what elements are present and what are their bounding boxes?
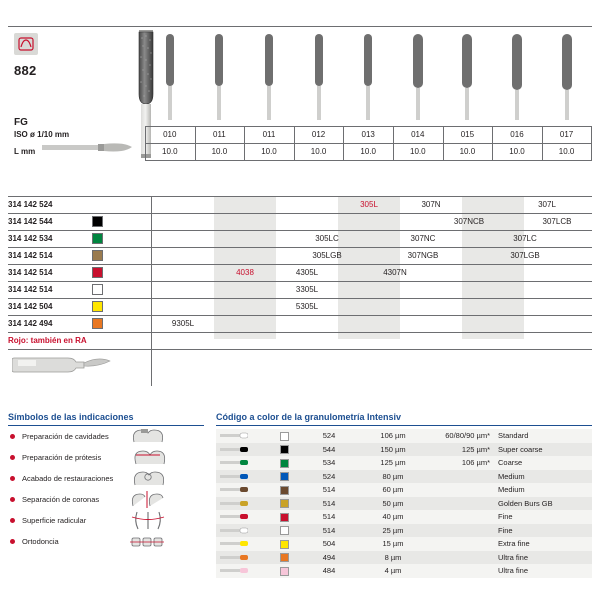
spec-cell: 307LGB <box>510 251 540 260</box>
table-row <box>8 247 592 264</box>
color-swatch <box>280 499 289 508</box>
gran-code: 514 <box>322 525 336 535</box>
spec-cell: 4307N <box>383 268 407 277</box>
legend-title: Símbolos de las indicaciones <box>8 412 134 422</box>
gran-code: 514 <box>322 498 336 508</box>
legend-label: Ortodoncia <box>22 537 59 546</box>
spec-cell: 5305L <box>295 302 319 311</box>
bur-thumb <box>443 26 493 126</box>
granulometry-table <box>216 429 592 578</box>
gran-code: 494 <box>322 552 336 562</box>
bur-stripe-icon <box>220 554 248 561</box>
gran-desc: Medium <box>498 471 525 481</box>
iso-value: 011 <box>262 130 276 139</box>
spec-cell: 305LGB <box>312 251 342 260</box>
length-value: 10.0 <box>162 147 178 156</box>
bullet-icon <box>10 434 15 439</box>
bur-stripe-icon <box>220 473 248 480</box>
gran-micron: 60 µm <box>382 485 404 494</box>
bur-shape-icon <box>14 33 38 55</box>
bullet-icon <box>10 497 15 502</box>
gran-micron: 4 µm <box>384 566 402 575</box>
color-swatch <box>92 250 103 261</box>
gran-micron: 125 µm <box>380 458 406 467</box>
gran-micron: 150 µm <box>380 444 406 454</box>
table-row <box>216 429 592 443</box>
ref-code: 314 142 514 <box>8 251 53 260</box>
granulometry-divider <box>216 425 592 426</box>
iso-value: 016 <box>510 130 524 139</box>
spec-cell: 307NGB <box>407 251 439 260</box>
bullet-icon <box>10 539 15 544</box>
gran-alt: 106 µm* <box>461 458 490 467</box>
bur-stripe-icon <box>220 540 248 547</box>
color-swatch <box>92 267 103 278</box>
spec-cell: 9305L <box>171 319 195 328</box>
gran-code: 534 <box>322 458 336 467</box>
spec-cell <box>462 196 524 213</box>
gran-desc: Coarse <box>498 458 523 467</box>
gran-alt: 60/80/90 µm* <box>445 431 490 440</box>
gran-code: 514 <box>322 485 336 494</box>
handpiece-icon <box>12 348 116 376</box>
list-item <box>8 531 208 552</box>
table-row <box>216 551 592 565</box>
color-swatch <box>280 567 289 576</box>
color-swatch <box>280 472 289 481</box>
length-value: 10.0 <box>459 147 476 156</box>
table-row <box>216 483 592 497</box>
table-row <box>8 264 592 281</box>
iso-value: 012 <box>311 130 326 139</box>
bur-thumb <box>492 26 542 126</box>
bur-stripe-icon <box>220 567 248 574</box>
table-row <box>216 470 592 484</box>
gran-desc: Standard <box>498 431 529 440</box>
gran-code: 514 <box>322 512 336 521</box>
table-row <box>8 298 592 315</box>
spec-cell: 307NC <box>410 234 436 243</box>
reference-table <box>8 196 592 386</box>
gran-code: 484 <box>322 566 336 575</box>
orthodontics-icon <box>128 531 168 560</box>
bur-stripe-icon <box>220 459 248 466</box>
table-row <box>216 564 592 578</box>
length-value: 10.0 <box>410 147 426 156</box>
iso-value: 014 <box>411 130 425 139</box>
gran-code: 504 <box>322 539 336 548</box>
product-code-box <box>8 26 145 196</box>
ref-code: 314 142 514 <box>8 285 53 294</box>
spec-cell <box>276 196 338 213</box>
legend-label: Acabado de restauraciones <box>22 474 114 483</box>
color-swatch <box>280 445 289 454</box>
iso-value: 013 <box>361 130 375 139</box>
gran-desc: Golden Burs GB <box>498 498 553 508</box>
bur-thumb <box>542 26 592 126</box>
spec-cell <box>214 196 276 213</box>
gran-desc: Extra fine <box>498 539 530 548</box>
ra-note: Rojo: también en RA <box>8 336 87 345</box>
legend-label: Preparación de cavidades <box>22 432 109 441</box>
spec-cell: 307N <box>421 200 441 209</box>
page-title: 882 <box>14 63 37 78</box>
gran-desc: Ultra fine <box>498 552 529 562</box>
iso-value: 011 <box>213 130 226 139</box>
bur-thumb <box>393 26 443 126</box>
color-swatch <box>280 553 289 562</box>
gran-desc: Super coarse <box>498 444 543 454</box>
bur-stripe-icon <box>220 513 248 520</box>
gran-micron: 8 µm <box>384 552 402 562</box>
bur-thumb <box>145 26 195 126</box>
ref-code: 314 142 524 <box>8 200 53 209</box>
table-row <box>216 510 592 524</box>
granulometry-title: Código a color de la granulometría Intensiv <box>216 412 402 422</box>
length-value: 10.0 <box>211 147 228 156</box>
gran-desc: Medium <box>498 485 525 494</box>
length-value: 10.0 <box>509 147 525 156</box>
table-row <box>8 196 592 213</box>
color-swatch <box>280 432 289 441</box>
gran-micron: 80 µm <box>382 471 404 481</box>
list-item <box>8 426 208 447</box>
bullet-icon <box>10 476 15 481</box>
gran-desc: Ultra fine <box>498 566 529 575</box>
length-value: 10.0 <box>558 147 575 156</box>
list-item <box>8 510 208 531</box>
color-swatch <box>92 301 103 312</box>
legend-label: Preparación de prótesis <box>22 453 102 462</box>
bur-stripe-icon <box>220 500 248 507</box>
color-swatch <box>92 216 103 227</box>
bur-stripe-icon <box>220 446 248 453</box>
legend-label: Separación de coronas <box>22 495 100 504</box>
gran-code: 524 <box>322 471 336 481</box>
spec-cell <box>152 196 214 213</box>
bur-thumb <box>294 26 344 126</box>
color-swatch <box>280 513 289 522</box>
granulometry-section <box>216 412 592 578</box>
gran-desc: Fine <box>498 525 513 535</box>
ref-code: 314 142 534 <box>8 234 53 243</box>
bur-stripe-icon <box>220 432 248 439</box>
gran-micron: 50 µm <box>382 498 404 508</box>
bullet-icon <box>10 455 15 460</box>
bur-stripe-icon <box>220 486 248 493</box>
list-item <box>8 489 208 510</box>
spec-cell: 305LC <box>315 234 339 243</box>
spec-cell: 4038 <box>236 268 254 277</box>
table-row <box>216 443 592 457</box>
iso-value: 017 <box>559 130 574 139</box>
color-swatch <box>280 526 289 535</box>
spec-cell: 307LC <box>513 234 537 243</box>
legend-label: Superficie radicular <box>22 516 87 525</box>
table-row <box>216 497 592 511</box>
table-row <box>216 537 592 551</box>
table-row <box>8 281 592 298</box>
shank-label: FG <box>14 117 28 128</box>
length-row-label: L mm <box>14 147 36 156</box>
shank-illustration <box>42 139 134 157</box>
spec-cell: 4305L <box>295 268 319 277</box>
length-value: 10.0 <box>360 147 376 156</box>
table-row <box>8 315 592 332</box>
gran-code: 544 <box>322 444 336 454</box>
gran-micron: 25 µm <box>382 525 404 535</box>
iso-value: 010 <box>163 130 177 139</box>
gran-desc: Fine <box>498 512 513 521</box>
list-item <box>8 447 208 468</box>
table-row <box>8 230 592 247</box>
length-value: 10.0 <box>261 147 277 156</box>
ref-code: 314 142 514 <box>8 268 53 277</box>
ref-code: 314 142 494 <box>8 319 53 328</box>
spec-cell: 3305L <box>295 285 319 294</box>
spec-cell <box>548 196 600 213</box>
gran-micron: 106 µm <box>380 431 406 440</box>
bur-stripe-icon <box>220 527 248 534</box>
color-swatch <box>280 459 289 468</box>
list-item <box>8 468 208 489</box>
color-swatch <box>280 486 289 495</box>
indications-legend <box>8 412 208 552</box>
iso-value: 015 <box>460 130 475 139</box>
ref-code: 314 142 544 <box>8 217 53 226</box>
gran-alt: 125 µm* <box>461 444 490 454</box>
gran-micron: 15 µm <box>382 539 404 548</box>
table-row <box>216 456 592 470</box>
spec-cell: 305L <box>360 200 378 209</box>
ref-code: 314 142 504 <box>8 302 53 311</box>
spec-cell: 307L <box>538 200 556 209</box>
color-swatch <box>92 284 103 295</box>
iso-row-label: ISO ø 1/10 mm <box>14 130 70 139</box>
color-swatch <box>92 233 103 244</box>
bullet-icon <box>10 518 15 523</box>
bur-thumb <box>343 26 393 126</box>
bur-thumb <box>195 26 245 126</box>
table-row <box>216 524 592 538</box>
gran-micron: 40 µm <box>382 512 404 521</box>
bur-thumb <box>244 26 294 126</box>
color-swatch <box>280 540 289 549</box>
spec-cell: 307NCB <box>453 217 485 226</box>
length-value: 10.0 <box>310 147 327 156</box>
spec-cell: 307LCB <box>542 217 572 226</box>
table-row <box>8 213 592 230</box>
gran-code: 524 <box>322 431 336 440</box>
color-swatch <box>92 318 103 329</box>
product-panel <box>8 26 592 196</box>
